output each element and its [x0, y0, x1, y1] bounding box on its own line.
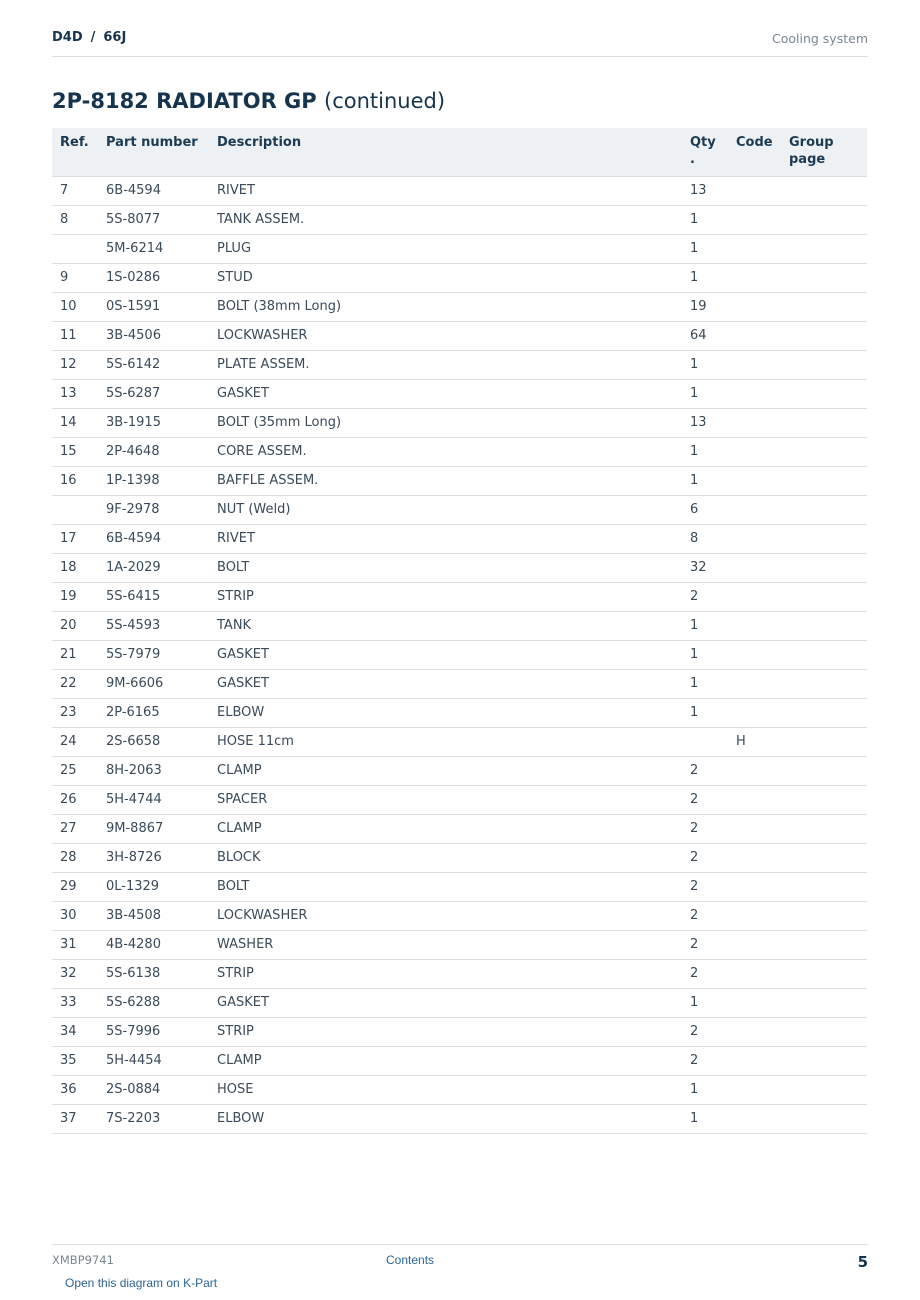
col-code-header: Code — [728, 128, 781, 176]
code-cell — [728, 292, 781, 321]
table-row — [52, 669, 867, 698]
description-cell: BAFFLE ASSEM. — [209, 466, 682, 495]
description-cell: TANK — [209, 611, 682, 640]
group-page-cell — [781, 1104, 867, 1133]
qty-cell: 1 — [682, 350, 728, 379]
table-row — [52, 321, 867, 350]
description-cell: RIVET — [209, 524, 682, 553]
code-cell — [728, 176, 781, 205]
part-number-cell: 5H-4454 — [98, 1046, 209, 1075]
ref-cell: 26 — [52, 785, 98, 814]
ref-cell: 33 — [52, 988, 98, 1017]
group-page-cell — [781, 1046, 867, 1075]
code-cell — [728, 582, 781, 611]
part-number-cell: 4B-4280 — [98, 930, 209, 959]
description-cell: GASKET — [209, 640, 682, 669]
part-number-cell: 2P-6165 — [98, 698, 209, 727]
part-number-cell: 5S-7979 — [98, 640, 209, 669]
group-page-cell — [781, 640, 867, 669]
description-cell: RIVET — [209, 176, 682, 205]
part-number-cell: 3B-1915 — [98, 408, 209, 437]
group-page-cell — [781, 698, 867, 727]
code-cell: H — [728, 727, 781, 756]
description-cell: WASHER — [209, 930, 682, 959]
description-cell: GASKET — [209, 379, 682, 408]
table-row — [52, 234, 867, 263]
part-number-cell: 3B-4506 — [98, 321, 209, 350]
group-page-cell — [781, 263, 867, 292]
contents-link[interactable]: Contents — [386, 1253, 435, 1267]
code-cell — [728, 379, 781, 408]
table-row — [52, 205, 867, 234]
qty-cell: 19 — [682, 292, 728, 321]
code-cell — [728, 321, 781, 350]
ref-cell: 13 — [52, 379, 98, 408]
group-page-cell — [781, 901, 867, 930]
table-row — [52, 495, 867, 524]
qty-cell: 64 — [682, 321, 728, 350]
qty-cell: 2 — [682, 814, 728, 843]
part-number-cell: 3H-8726 — [98, 843, 209, 872]
description-cell: PLATE ASSEM. — [209, 350, 682, 379]
code-cell — [728, 437, 781, 466]
part-number-cell: 5M-6214 — [98, 234, 209, 263]
ref-cell: 14 — [52, 408, 98, 437]
description-cell: CORE ASSEM. — [209, 437, 682, 466]
ref-cell: 27 — [52, 814, 98, 843]
open-kpart-link[interactable]: Open this diagram on K-Part — [65, 1276, 218, 1290]
qty-cell — [682, 727, 728, 756]
part-number-cell: 8H-2063 — [98, 756, 209, 785]
part-number-cell: 9F-2978 — [98, 495, 209, 524]
ref-cell: 7 — [52, 176, 98, 205]
group-page-cell — [781, 321, 867, 350]
code-cell — [728, 495, 781, 524]
code-cell — [728, 988, 781, 1017]
description-cell: HOSE — [209, 1075, 682, 1104]
table-row — [52, 756, 867, 785]
group-page-cell — [781, 814, 867, 843]
qty-cell: 1 — [682, 988, 728, 1017]
ref-cell: 35 — [52, 1046, 98, 1075]
ref-cell — [52, 495, 98, 524]
qty-cell: 2 — [682, 1046, 728, 1075]
description-cell: TANK ASSEM. — [209, 205, 682, 234]
code-cell — [728, 234, 781, 263]
table-row — [52, 640, 867, 669]
ref-cell: 23 — [52, 698, 98, 727]
qty-cell: 1 — [682, 1075, 728, 1104]
group-page-cell — [781, 1017, 867, 1046]
group-page-cell — [781, 350, 867, 379]
qty-cell: 1 — [682, 263, 728, 292]
ref-cell: 16 — [52, 466, 98, 495]
description-cell: STRIP — [209, 582, 682, 611]
table-row — [52, 379, 867, 408]
table-row — [52, 727, 867, 756]
qty-cell: 32 — [682, 553, 728, 582]
description-cell: BLOCK — [209, 843, 682, 872]
description-cell: HOSE 11cm — [209, 727, 682, 756]
code-cell — [728, 872, 781, 901]
title-main: 2P-8182 RADIATOR GP — [52, 89, 317, 113]
ref-cell: 20 — [52, 611, 98, 640]
ref-cell: 12 — [52, 350, 98, 379]
qty-cell: 1 — [682, 466, 728, 495]
description-cell: SPACER — [209, 785, 682, 814]
code-cell — [728, 466, 781, 495]
header-row — [52, 128, 867, 176]
breadcrumb-serial: 66J — [103, 30, 127, 45]
code-cell — [728, 263, 781, 292]
part-number-cell: 1P-1398 — [98, 466, 209, 495]
code-cell — [728, 669, 781, 698]
code-cell — [728, 785, 781, 814]
qty-cell: 2 — [682, 872, 728, 901]
ref-cell: 11 — [52, 321, 98, 350]
code-cell — [728, 1075, 781, 1104]
group-page-cell — [781, 205, 867, 234]
group-page-cell — [781, 959, 867, 988]
ref-cell: 15 — [52, 437, 98, 466]
group-page-cell — [781, 1075, 867, 1104]
ref-cell: 28 — [52, 843, 98, 872]
description-cell: PLUG — [209, 234, 682, 263]
qty-cell: 1 — [682, 379, 728, 408]
table-row — [52, 698, 867, 727]
qty-cell: 13 — [682, 176, 728, 205]
part-number-cell: 1A-2029 — [98, 553, 209, 582]
table-row — [52, 292, 867, 321]
description-cell: CLAMP — [209, 814, 682, 843]
qty-cell: 1 — [682, 698, 728, 727]
qty-cell: 2 — [682, 930, 728, 959]
group-page-cell — [781, 292, 867, 321]
table-row — [52, 1046, 867, 1075]
code-cell — [728, 205, 781, 234]
table-row — [52, 350, 867, 379]
part-number-cell: 2P-4648 — [98, 437, 209, 466]
qty-cell: 2 — [682, 901, 728, 930]
table-row — [52, 524, 867, 553]
part-number-cell: 5S-6415 — [98, 582, 209, 611]
part-number-cell: 2S-0884 — [98, 1075, 209, 1104]
group-page-cell — [781, 466, 867, 495]
code-cell — [728, 553, 781, 582]
description-cell: ELBOW — [209, 698, 682, 727]
ref-cell: 29 — [52, 872, 98, 901]
code-cell — [728, 930, 781, 959]
table-row — [52, 582, 867, 611]
table-row — [52, 611, 867, 640]
document-id: XMBP9741 — [52, 1253, 114, 1267]
code-cell — [728, 640, 781, 669]
page-header — [52, 28, 868, 57]
qty-cell: 2 — [682, 1017, 728, 1046]
code-cell — [728, 611, 781, 640]
qty-cell: 2 — [682, 843, 728, 872]
ref-cell: 10 — [52, 292, 98, 321]
col-ref-header: Ref. — [52, 128, 98, 176]
code-cell — [728, 698, 781, 727]
ref-cell: 21 — [52, 640, 98, 669]
code-cell — [728, 959, 781, 988]
qty-cell: 1 — [682, 234, 728, 263]
table-row — [52, 437, 867, 466]
table-row — [52, 1104, 867, 1133]
table-row — [52, 843, 867, 872]
description-cell: BOLT — [209, 872, 682, 901]
part-number-cell: 2S-6658 — [98, 727, 209, 756]
description-cell: LOCKWASHER — [209, 901, 682, 930]
part-number-cell: 6B-4594 — [98, 176, 209, 205]
description-cell: LOCKWASHER — [209, 321, 682, 350]
part-number-cell: 6B-4594 — [98, 524, 209, 553]
table-row — [52, 901, 867, 930]
part-number-cell: 9M-6606 — [98, 669, 209, 698]
ref-cell: 19 — [52, 582, 98, 611]
page-title — [52, 89, 445, 113]
qty-cell: 1 — [682, 611, 728, 640]
code-cell — [728, 1046, 781, 1075]
qty-cell: 6 — [682, 495, 728, 524]
ref-cell: 17 — [52, 524, 98, 553]
page-footer — [52, 1244, 868, 1277]
table-row — [52, 553, 867, 582]
group-page-cell — [781, 234, 867, 263]
col-group-page-header: Group page — [781, 128, 867, 176]
code-cell — [728, 901, 781, 930]
description-cell: BOLT — [209, 553, 682, 582]
group-page-cell — [781, 495, 867, 524]
parts-table-header — [52, 128, 867, 176]
table-row — [52, 988, 867, 1017]
group-page-cell — [781, 437, 867, 466]
group-page-cell — [781, 553, 867, 582]
code-cell — [728, 524, 781, 553]
description-cell: STRIP — [209, 959, 682, 988]
ref-cell: 8 — [52, 205, 98, 234]
code-cell — [728, 756, 781, 785]
qty-cell: 2 — [682, 959, 728, 988]
ref-cell: 30 — [52, 901, 98, 930]
qty-cell: 2 — [682, 582, 728, 611]
ref-cell: 22 — [52, 669, 98, 698]
description-cell: GASKET — [209, 988, 682, 1017]
part-number-cell: 0S-1591 — [98, 292, 209, 321]
table-row — [52, 466, 867, 495]
ref-cell: 32 — [52, 959, 98, 988]
qty-cell: 1 — [682, 437, 728, 466]
code-cell — [728, 350, 781, 379]
description-cell: STUD — [209, 263, 682, 292]
part-number-cell: 5S-4593 — [98, 611, 209, 640]
qty-cell: 13 — [682, 408, 728, 437]
table-row — [52, 814, 867, 843]
qty-cell: 1 — [682, 1104, 728, 1133]
breadcrumb-model: D4D — [52, 30, 83, 45]
ref-cell: 31 — [52, 930, 98, 959]
table-row — [52, 930, 867, 959]
description-cell: CLAMP — [209, 756, 682, 785]
part-number-cell: 5S-6288 — [98, 988, 209, 1017]
page-number: 5 — [857, 1253, 868, 1271]
part-number-cell: 5H-4744 — [98, 785, 209, 814]
table-row — [52, 785, 867, 814]
group-page-cell — [781, 988, 867, 1017]
group-page-cell — [781, 379, 867, 408]
group-page-cell — [781, 727, 867, 756]
breadcrumb-separator: / — [90, 30, 96, 45]
ref-cell: 25 — [52, 756, 98, 785]
code-cell — [728, 814, 781, 843]
group-page-cell — [781, 524, 867, 553]
part-number-cell: 1S-0286 — [98, 263, 209, 292]
group-page-cell — [781, 785, 867, 814]
code-cell — [728, 408, 781, 437]
qty-cell: 8 — [682, 524, 728, 553]
group-page-cell — [781, 872, 867, 901]
code-cell — [728, 1017, 781, 1046]
part-number-cell: 9M-8867 — [98, 814, 209, 843]
parts-table — [52, 128, 867, 1134]
part-number-cell: 5S-7996 — [98, 1017, 209, 1046]
qty-cell: 1 — [682, 205, 728, 234]
group-page-cell — [781, 669, 867, 698]
table-row — [52, 408, 867, 437]
part-number-cell: 5S-8077 — [98, 205, 209, 234]
part-number-cell: 3B-4508 — [98, 901, 209, 930]
part-number-cell: 7S-2203 — [98, 1104, 209, 1133]
parts-table-body — [52, 176, 867, 1133]
ref-cell: 37 — [52, 1104, 98, 1133]
ref-cell: 9 — [52, 263, 98, 292]
col-qty-header: Qty . — [682, 128, 728, 176]
description-cell: BOLT (38mm Long) — [209, 292, 682, 321]
code-cell — [728, 1104, 781, 1133]
qty-cell: 2 — [682, 785, 728, 814]
description-cell: BOLT (35mm Long) — [209, 408, 682, 437]
section-name: Cooling system — [772, 31, 868, 46]
code-cell — [728, 843, 781, 872]
group-page-cell — [781, 843, 867, 872]
table-row — [52, 872, 867, 901]
ref-cell — [52, 234, 98, 263]
group-page-cell — [781, 582, 867, 611]
qty-cell: 1 — [682, 640, 728, 669]
part-number-cell: 0L-1329 — [98, 872, 209, 901]
title-suffix: (continued) — [324, 89, 446, 113]
table-row — [52, 1075, 867, 1104]
group-page-cell — [781, 176, 867, 205]
description-cell: STRIP — [209, 1017, 682, 1046]
qty-cell: 2 — [682, 756, 728, 785]
group-page-cell — [781, 930, 867, 959]
group-page-cell — [781, 611, 867, 640]
col-part-number-header: Part number — [98, 128, 209, 176]
group-page-cell — [781, 408, 867, 437]
ref-cell: 18 — [52, 553, 98, 582]
ref-cell: 34 — [52, 1017, 98, 1046]
table-row — [52, 1017, 867, 1046]
table-row — [52, 263, 867, 292]
description-cell: GASKET — [209, 669, 682, 698]
description-cell: CLAMP — [209, 1046, 682, 1075]
description-cell: NUT (Weld) — [209, 495, 682, 524]
description-cell: ELBOW — [209, 1104, 682, 1133]
ref-cell: 36 — [52, 1075, 98, 1104]
part-number-cell: 5S-6138 — [98, 959, 209, 988]
table-row — [52, 176, 867, 205]
ref-cell: 24 — [52, 727, 98, 756]
breadcrumb — [52, 28, 126, 45]
group-page-cell — [781, 756, 867, 785]
col-description-header: Description — [209, 128, 682, 176]
qty-cell: 1 — [682, 669, 728, 698]
part-number-cell: 5S-6142 — [98, 350, 209, 379]
table-row — [52, 959, 867, 988]
part-number-cell: 5S-6287 — [98, 379, 209, 408]
